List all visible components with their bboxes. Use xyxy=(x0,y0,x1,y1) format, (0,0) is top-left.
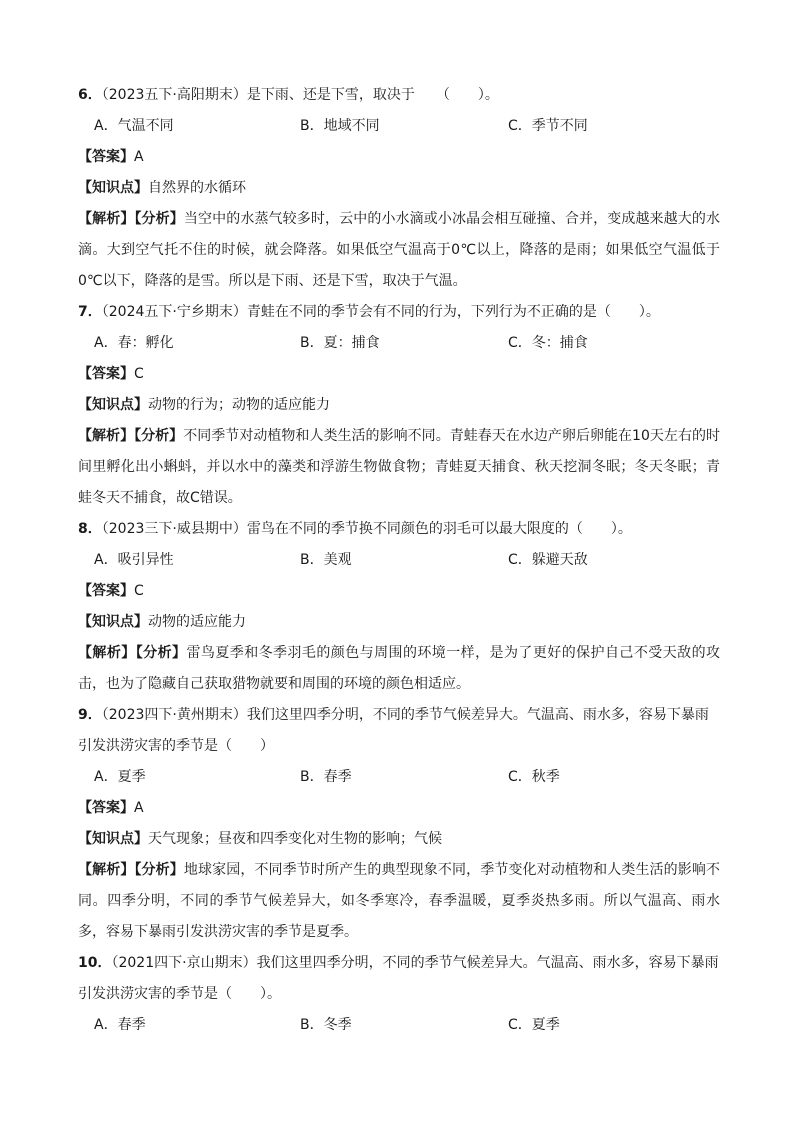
knowledge-line xyxy=(78,390,720,421)
question-stem xyxy=(78,700,720,762)
analysis-paragraph xyxy=(78,421,720,514)
question-7 xyxy=(78,297,720,514)
option-c: C．躲避天敌 xyxy=(508,552,588,568)
question-source: （2021四下·京山期末） xyxy=(111,955,257,971)
answer-line xyxy=(78,793,720,824)
answer-line xyxy=(78,359,720,390)
answer-value: A xyxy=(134,800,144,816)
knowledge-value: 天气现象；昼夜和四季变化对生物的影响；气候 xyxy=(148,831,442,847)
option-b: B．美观 xyxy=(300,552,352,568)
analysis-tag: 【解析】【分析】 xyxy=(78,428,184,444)
option-b: B．冬季 xyxy=(300,1017,352,1033)
answer-value: C xyxy=(134,583,144,599)
answer-tag: 【答案】 xyxy=(78,800,134,816)
knowledge-tag: 【知识点】 xyxy=(78,397,148,413)
question-options xyxy=(78,1010,720,1041)
question-6 xyxy=(78,80,720,297)
analysis-text: 不同季节对动植物和人类生活的影响不同。青蛙春天在水边产卵后卵能在10天左右的时间里孵化出小蝌蚪，并以水中的藻类和浮游生物做食物；青蛙夏天捕食、秋天挖洞冬眠；冬天冬眠；青蛙冬天不捕食，故C错误。 xyxy=(78,428,721,506)
option-a: A．夏季 xyxy=(94,769,146,785)
analysis-tag: 【解析】【分析】 xyxy=(78,645,187,661)
answer-value: A xyxy=(134,149,144,165)
analysis-tag: 【解析】【分析】 xyxy=(78,211,184,227)
answer-tag: 【答案】 xyxy=(78,366,134,382)
question-options xyxy=(78,111,720,142)
option-b: B．地域不同 xyxy=(300,118,380,134)
option-a: A．春：孵化 xyxy=(94,335,174,351)
knowledge-value: 动物的适应能力 xyxy=(148,614,246,630)
question-source: （2023四下·黄州期末） xyxy=(101,707,247,723)
question-8 xyxy=(78,514,720,700)
option-a: A．气温不同 xyxy=(94,118,174,134)
option-c: C．夏季 xyxy=(508,1017,560,1033)
question-text: 我们这里四季分明，不同的季节气候差异大。气温高、雨水多，容易下暴雨引发洪涝灾害的季节是（ ） xyxy=(78,707,709,754)
question-text: 我们这里四季分明，不同的季节气候差异大。气温高、雨水多，容易下暴雨引发洪涝灾害的季节是（ ）。 xyxy=(78,955,719,1002)
question-9 xyxy=(78,700,720,948)
question-stem xyxy=(78,948,720,1010)
analysis-text: 雷鸟夏季和冬季羽毛的颜色与周围的环境一样，是为了更好的保护自己不受天敌的攻击，也为了隐藏自己获取猎物就要和周围的环境的颜色相适应。 xyxy=(78,645,721,692)
worksheet-page xyxy=(78,80,720,1041)
question-text: 青蛙在不同的季节会有不同的行为，下列行为不正确的是（ ）。 xyxy=(246,304,660,320)
question-number: 9． xyxy=(78,707,102,723)
analysis-tag: 【解析】【分析】 xyxy=(78,862,184,878)
option-a: A．吸引异性 xyxy=(94,552,174,568)
question-options xyxy=(78,545,720,576)
question-number: 7． xyxy=(78,304,102,320)
answer-value: C xyxy=(134,366,144,382)
answer-tag: 【答案】 xyxy=(78,583,134,599)
question-source: （2023三下·威县期中） xyxy=(101,521,247,537)
question-stem xyxy=(78,297,720,328)
question-stem xyxy=(78,514,720,545)
analysis-text: 地球家园，不同季节时所产生的典型现象不同，季节变化对动植物和人类生活的影响不同。四季分明，不同的季节气候差异大，如冬季寒冷，春季温暖，夏季炎热多雨。所以气温高、雨水多，容易下暴雨引发洪涝灾害的季节是夏季。 xyxy=(78,862,720,940)
question-options xyxy=(78,762,720,793)
question-options xyxy=(78,328,720,359)
answer-line xyxy=(78,576,720,607)
option-b: B．夏：捕食 xyxy=(300,335,380,351)
analysis-paragraph xyxy=(78,204,720,297)
question-number: 10． xyxy=(78,955,112,971)
knowledge-line xyxy=(78,824,720,855)
answer-tag: 【答案】 xyxy=(78,149,134,165)
option-b: B．春季 xyxy=(300,769,352,785)
knowledge-line xyxy=(78,607,720,638)
question-number: 6． xyxy=(78,87,102,103)
answer-line xyxy=(78,142,720,173)
option-c: C．季节不同 xyxy=(508,118,588,134)
knowledge-value: 动物的行为；动物的适应能力 xyxy=(148,397,330,413)
question-text: 是下雨、还是下雪，取决于 （ ）。 xyxy=(246,87,499,103)
knowledge-value: 自然界的水循环 xyxy=(148,180,246,196)
knowledge-line xyxy=(78,173,720,204)
question-number: 8． xyxy=(78,521,102,537)
analysis-paragraph xyxy=(78,855,720,948)
analysis-paragraph xyxy=(78,638,720,700)
question-source: （2024五下·宁乡期末） xyxy=(101,304,247,320)
option-c: C．秋季 xyxy=(508,769,560,785)
option-c: C．冬：捕食 xyxy=(508,335,588,351)
knowledge-tag: 【知识点】 xyxy=(78,180,148,196)
knowledge-tag: 【知识点】 xyxy=(78,831,148,847)
question-stem xyxy=(78,80,720,111)
knowledge-tag: 【知识点】 xyxy=(78,614,148,630)
question-source: （2023五下·高阳期末） xyxy=(101,87,247,103)
option-a: A．春季 xyxy=(94,1017,146,1033)
question-10 xyxy=(78,948,720,1041)
question-text: 雷鸟在不同的季节换不同颜色的羽毛可以最大限度的（ ）。 xyxy=(246,521,632,537)
analysis-text: 当空中的水蒸气较多时，云中的小水滴或小冰晶会相互碰撞、合并，变成越来越大的水滴。大到空气托不住的时候，就会降落。如果低空气温高于0℃以上，降落的是雨；如果低空气温低于0℃以下，降落的是雪。所以是下雨、还是下雪，取决于气温。 xyxy=(78,211,720,289)
